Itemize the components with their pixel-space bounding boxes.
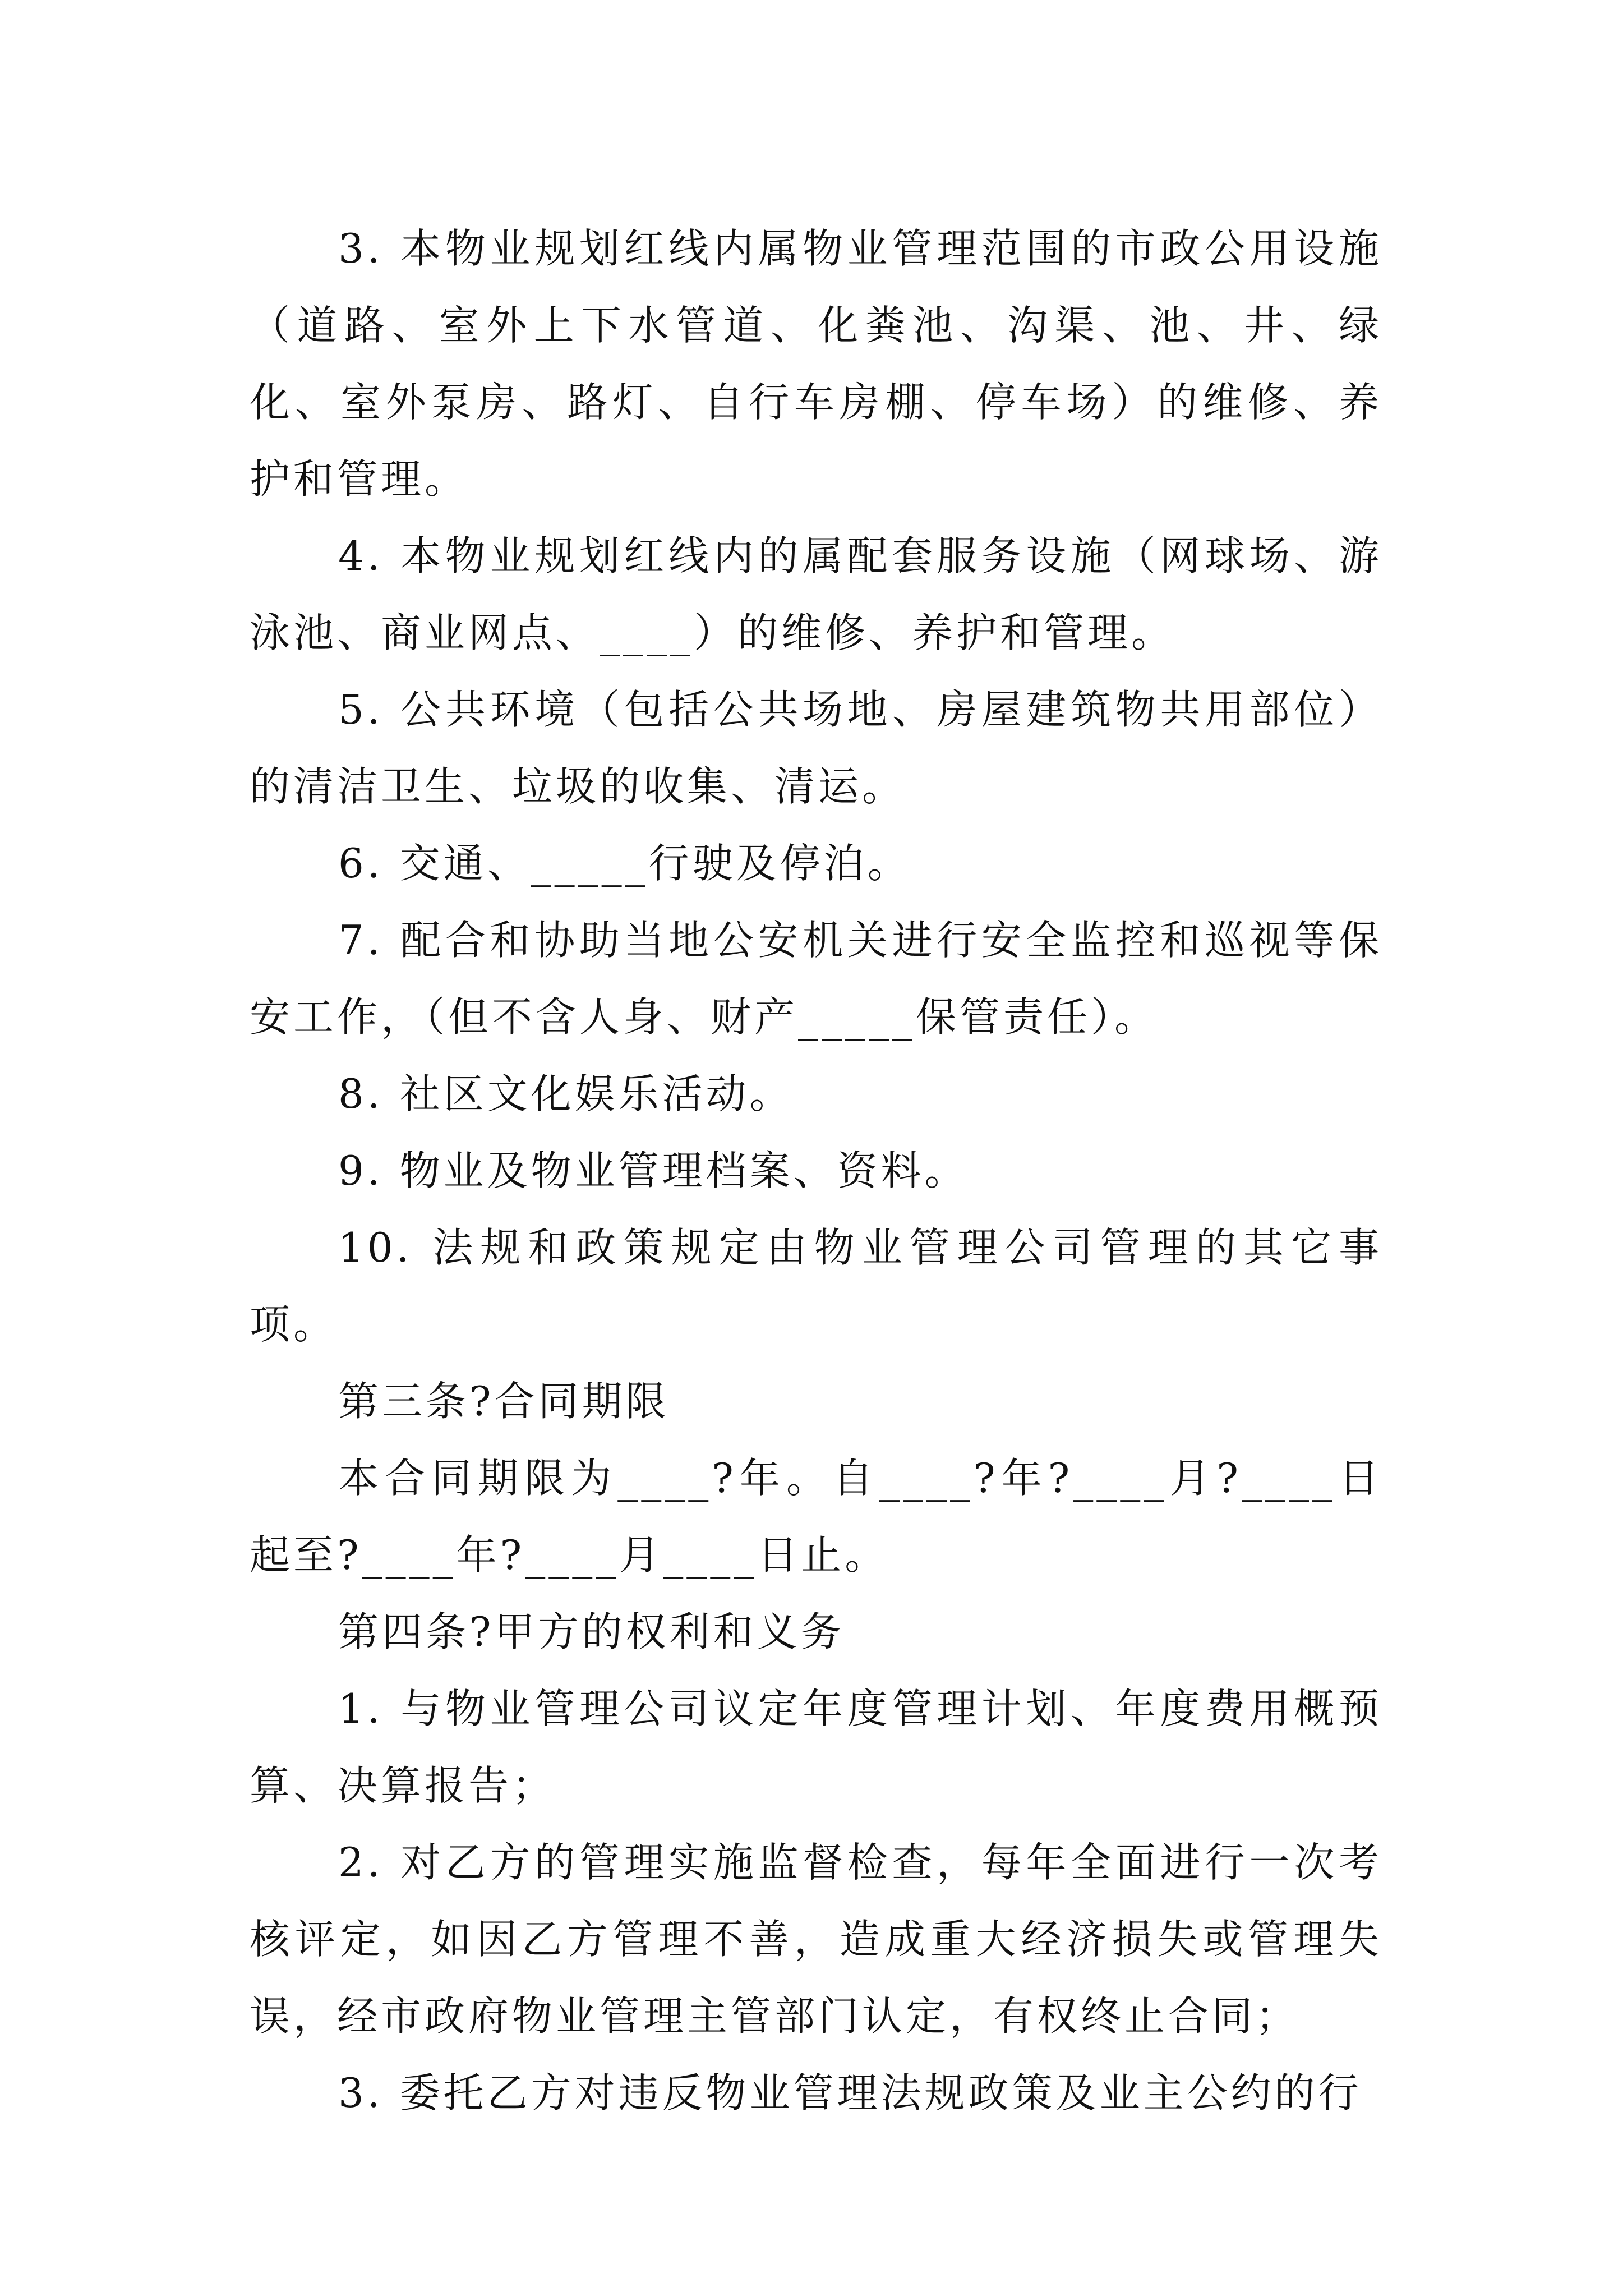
document-body [250,210,1382,2132]
paragraph-clause-9: 9. 物业及物业管理档案、资料。 [338,1147,969,1194]
paragraph-party-a-1: 1. 与物业管理公司议定年度管理计划、年度费用概预算、决算报告； [250,1685,1382,1809]
paragraph-clause-4: 4. 本物业规划红线内的属配套服务设施（网球场、游泳池、商业网点、____）的维修、养护和管理。 [250,532,1382,656]
paragraph-contract-term: 本合同期限为____?年。自____?年?____月?____日起至?____年?____月____日止。 [250,1455,1382,1579]
paragraph-clause-10: 10. 法规和政策规定由物业管理公司管理的其它事项。 [250,1224,1382,1348]
paragraph-party-a-3: 3. 委托乙方对违反物业管理法规政策及业主公约的行 [338,2069,1362,2116]
paragraph-clause-3: 3. 本物业规划红线内属物业管理范围的市政公用设施（道路、室外上下水管道、化粪池、沟渠、池、井、绿化、室外泵房、路灯、自行车房棚、停车场）的维修、养护和管理。 [250,225,1382,503]
section-heading-article-4: 第四条?甲方的权利和义务 [338,1608,845,1655]
paragraph-clause-7: 7. 配合和协助当地公安机关进行安全监控和巡视等保安工作，（但不含人身、财产_____保管责任）。 [250,917,1382,1041]
section-heading-article-3: 第三条?合同期限 [338,1378,670,1425]
paragraph-clause-6: 6. 交通、_____行驶及停泊。 [338,840,911,887]
paragraph-party-a-2: 2. 对乙方的管理实施监督检查，每年全面进行一次考核评定，如因乙方管理不善，造成重大经济损失或管理失误，经市政府物业管理主管部门认定，有权终止合同； [250,1839,1382,2040]
paragraph-clause-5: 5. 公共环境（包括公共场地、房屋建筑物共用部位）的清洁卫生、垃圾的收集、清运。 [250,686,1382,810]
paragraph-clause-8: 8. 社区文化娱乐活动。 [338,1070,794,1117]
